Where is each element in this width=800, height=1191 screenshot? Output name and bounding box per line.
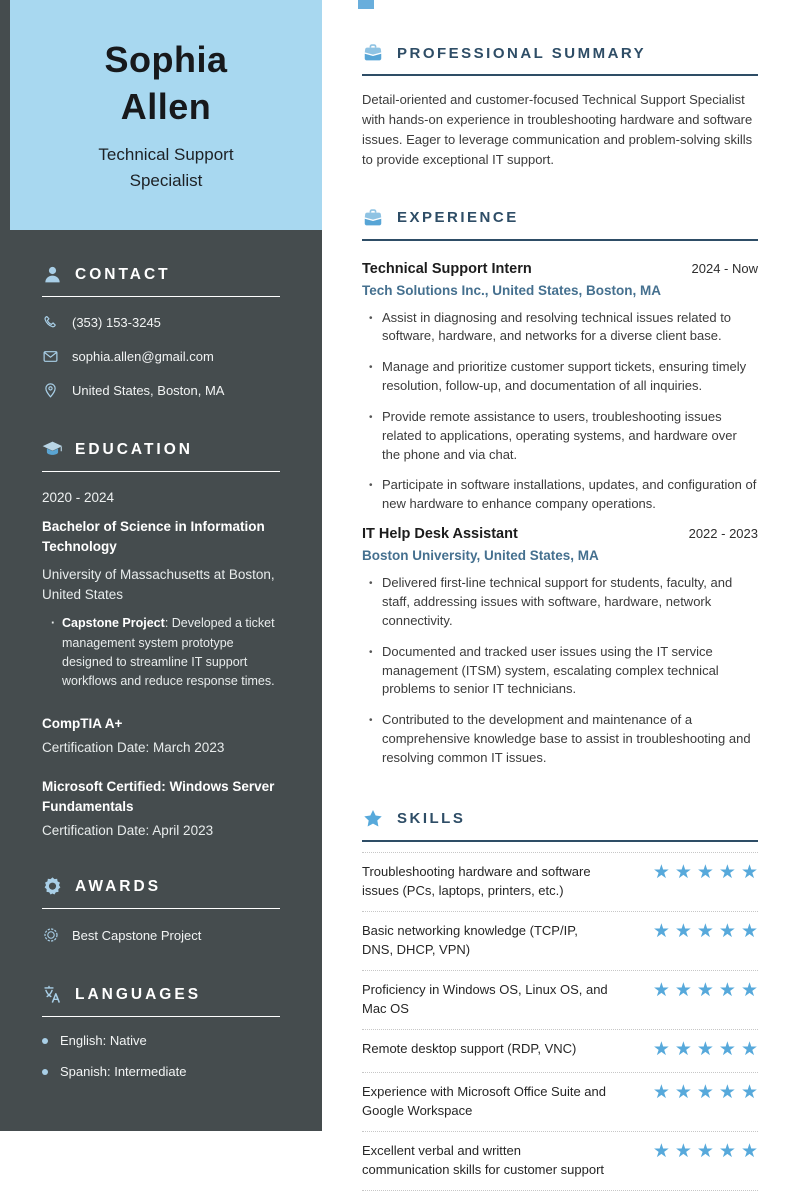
contact-heading-label: CONTACT bbox=[75, 265, 171, 283]
rating-stars: ★★★★★ bbox=[652, 1140, 763, 1162]
skill-row bbox=[362, 912, 763, 971]
summary-heading bbox=[362, 42, 758, 76]
star-icon bbox=[362, 808, 384, 830]
contact-phone bbox=[42, 314, 280, 331]
job-company: Boston University, United States, MA bbox=[362, 548, 599, 564]
certification-date: Certification Date: April 2023 bbox=[42, 823, 214, 839]
skill-text: Troubleshooting hardware and software issues (PCs, laptops, printers, etc.) bbox=[362, 863, 591, 899]
job-bullet-list bbox=[362, 574, 758, 768]
job-bullet: • Participate in software installations, updates, and configuration of new hardware to enhance company operations. bbox=[362, 476, 758, 514]
person-name bbox=[104, 37, 227, 131]
skill-text: Experience with Microsoft Office Suite and Google Workspace bbox=[362, 1083, 606, 1119]
certification-name: Microsoft Certified: Windows Server Fundamentals bbox=[42, 779, 275, 814]
job-entry bbox=[362, 261, 758, 515]
skill-row bbox=[362, 1073, 763, 1132]
contact-location-text: United States, Boston, MA bbox=[72, 383, 225, 398]
certification-name: CompTIA A+ bbox=[42, 715, 123, 731]
medal-icon bbox=[42, 926, 60, 944]
rating-stars: ★★★★★ bbox=[652, 861, 763, 883]
sidebar bbox=[0, 0, 322, 1131]
awards-heading bbox=[42, 876, 280, 909]
language-text: English: Native bbox=[60, 1033, 147, 1049]
language-item-spanish bbox=[42, 1064, 280, 1079]
skill-text: Excellent verbal and written communication skills for customer support bbox=[362, 1142, 605, 1178]
job-entry bbox=[362, 526, 758, 768]
skill-row bbox=[362, 971, 763, 1030]
job-title: Technical Support Intern bbox=[362, 260, 532, 277]
contact-location bbox=[42, 382, 280, 399]
summary-section bbox=[362, 42, 758, 171]
education-capstone-bullet bbox=[42, 614, 280, 692]
skill-text: Basic networking knowledge (TCP/IP, DNS, DHCP, VPN) bbox=[362, 922, 578, 958]
job-bullet: • Documented and tracked user issues using the IT service management (ITSM) system, escalating complex technical problems to senior IT technicians. bbox=[362, 643, 758, 700]
education-period: 2020 - 2024 bbox=[42, 490, 115, 505]
bullet-dot-icon bbox=[42, 1038, 48, 1044]
language-text: Spanish: Intermediate bbox=[60, 1064, 187, 1080]
education-heading bbox=[42, 439, 280, 472]
person-name-line1: Sophia bbox=[104, 38, 228, 80]
name-header-block bbox=[10, 0, 322, 230]
briefcase-icon bbox=[362, 42, 384, 64]
graduation-cap-icon bbox=[42, 439, 63, 460]
skill-text: Proficiency in Windows OS, Linux OS, and Mac OS bbox=[362, 981, 608, 1017]
contact-phone-text: (353) 153-3245 bbox=[72, 315, 161, 330]
languages-heading-label: LANGUAGES bbox=[75, 985, 202, 1003]
contact-email bbox=[42, 348, 280, 365]
job-header bbox=[362, 261, 758, 277]
skills-list bbox=[362, 852, 763, 1191]
award-item-text: Best Capstone Project bbox=[72, 927, 202, 943]
contact-heading bbox=[42, 264, 280, 297]
skill-text: Remote desktop support (RDP, VNC) bbox=[362, 1040, 577, 1056]
experience-section bbox=[362, 207, 758, 768]
translate-icon bbox=[42, 984, 63, 1005]
capstone-label: Capstone Project bbox=[62, 616, 165, 631]
education-heading-label: EDUCATION bbox=[75, 440, 193, 458]
job-bullet-list bbox=[362, 309, 758, 515]
language-item-english bbox=[42, 1033, 280, 1048]
envelope-icon bbox=[42, 348, 59, 365]
person-job-title: Technical Support Specialist bbox=[98, 145, 234, 190]
education-degree: Bachelor of Science in Information Technology bbox=[42, 519, 265, 554]
rosette-icon bbox=[42, 876, 63, 897]
rating-stars: ★★★★★ bbox=[652, 979, 763, 1001]
job-period: 2024 - Now bbox=[691, 260, 758, 276]
languages-section bbox=[42, 984, 280, 1079]
skills-heading bbox=[362, 808, 758, 842]
rating-stars: ★★★★★ bbox=[652, 1038, 763, 1060]
experience-heading bbox=[362, 207, 758, 241]
skill-row bbox=[362, 1030, 763, 1073]
phone-icon bbox=[42, 314, 59, 331]
certification-comptia bbox=[42, 714, 280, 756]
certification-microsoft bbox=[42, 777, 280, 838]
job-company: Tech Solutions Inc., United States, Boston, MA bbox=[362, 282, 662, 298]
education-section bbox=[42, 439, 280, 838]
main-column bbox=[362, 0, 763, 1191]
job-bullet: • Assist in diagnosing and resolving technical issues related to software, hardware, and networks for a diverse client base. bbox=[362, 309, 758, 347]
job-bullet: • Provide remote assistance to users, troubleshooting issues related to applications, operating systems, and hardware over the phone and via chat. bbox=[362, 408, 758, 465]
bullet-dot-icon bbox=[42, 1069, 48, 1075]
summary-text: Detail-oriented and customer-focused Technical Support Specialist with hands-on experience in troubleshooting hardware and software issues. Eager to leverage communication and problem-solving skills to provide exceptional IT support. bbox=[362, 92, 753, 168]
skill-row bbox=[362, 853, 763, 912]
capstone-text: : Developed a ticket management system prototype designed to streamline IT support workflows and reduce response times. bbox=[62, 616, 275, 689]
education-school: University of Massachusetts at Boston, United States bbox=[42, 567, 275, 602]
person-name-line2: Allen bbox=[120, 85, 212, 127]
skills-section bbox=[362, 808, 763, 1191]
certification-date: Certification Date: March 2023 bbox=[42, 740, 225, 756]
awards-section bbox=[42, 876, 280, 944]
summary-heading-label: PROFESSIONAL SUMMARY bbox=[397, 44, 647, 62]
skills-heading-label: SKILLS bbox=[397, 810, 466, 828]
rating-stars: ★★★★★ bbox=[652, 920, 763, 942]
location-pin-icon bbox=[42, 382, 59, 399]
languages-heading bbox=[42, 984, 280, 1017]
job-period: 2022 - 2023 bbox=[688, 526, 758, 542]
contact-section bbox=[42, 264, 280, 399]
job-title: IT Help Desk Assistant bbox=[362, 526, 518, 543]
job-header bbox=[362, 526, 758, 542]
award-item bbox=[42, 926, 280, 944]
job-bullet: • Contributed to the development and maintenance of a comprehensive knowledge base to assist in troubleshooting and resolving common IT issues. bbox=[362, 711, 758, 768]
job-bullet: • Manage and prioritize customer support tickets, ensuring timely resolution, follow-up, and documentation of all inquiries. bbox=[362, 358, 758, 396]
briefcase-icon bbox=[362, 207, 384, 229]
job-bullet: • Delivered first-line technical support for students, faculty, and staff, addressing issues with software, hardware, network connectivity. bbox=[362, 574, 758, 631]
person-icon bbox=[42, 264, 63, 285]
skill-row bbox=[362, 1132, 763, 1191]
sidebar-content bbox=[42, 230, 280, 1079]
awards-heading-label: AWARDS bbox=[75, 877, 162, 895]
rating-stars: ★★★★★ bbox=[652, 1081, 763, 1103]
experience-heading-label: EXPERIENCE bbox=[397, 209, 519, 227]
contact-email-text: sophia.allen@gmail.com bbox=[72, 349, 214, 364]
